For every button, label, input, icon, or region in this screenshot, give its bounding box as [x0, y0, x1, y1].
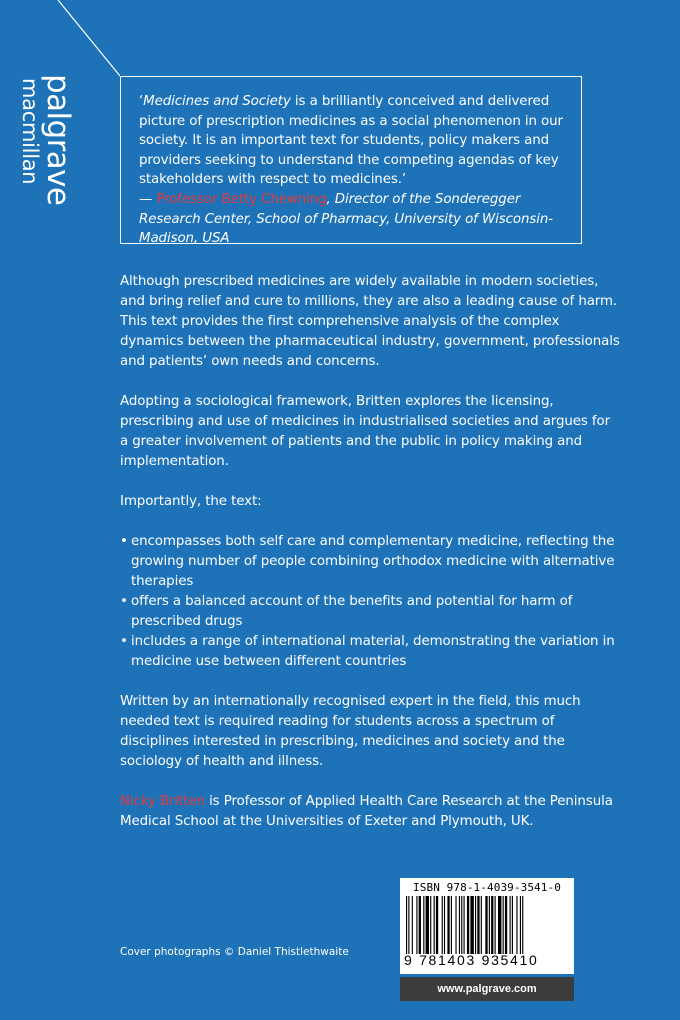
author-bio-text: is Professor of Applied Health Care Research at the Peninsula Medical School at the Universities of Exeter and Plymouth, UK.	[120, 794, 613, 829]
quote-author: Professor Betty Chewning	[156, 191, 327, 207]
isbn-label: ISBN 978-1-4039-3541-0	[413, 881, 561, 894]
list-item: • encompasses both self care and complementary medicine, reflecting the growing number of people combining orthodox medicine with alternative therapies	[120, 532, 620, 592]
barcode-bar	[451, 896, 452, 954]
list-item: • offers a balanced account of the benefits and potential for harm of prescribed drugs	[120, 592, 620, 632]
palgrave-macmillan-logo	[18, 72, 88, 222]
barcode-bar	[491, 896, 493, 954]
barcode-bar	[467, 896, 469, 954]
feature-list	[120, 532, 620, 672]
barcode-bar	[489, 896, 490, 954]
blurb-paragraph-1: Although prescribed medicines are widely available in modern societies, and bring relief and cure to millions, they are also a leading cause of harm. This text provides the first comprehensive analysis of the complex dynamics between the pharmaceutical industry, government, professionals and patients’ own needs and concerns.	[120, 274, 620, 369]
barcode-bar	[423, 896, 424, 954]
logo-word-palgrave: palgrave	[40, 74, 76, 206]
barcode-bar	[419, 896, 421, 954]
barcode-bar	[426, 896, 429, 954]
review-quote-box: ‘Medicines and Society is a brilliantly conceived and delivered picture of prescription medicines as a social phenomenon in our society. It is an important text for students, policy makers and providers seeking to understand the competing agendas of key stakeholders with respect to medicines.’ — Professor Betty Chewning, Director of the Sonderegger Research Center, School of Pharmacy, University of Wisconsin-Madison, USA	[120, 76, 582, 244]
barcode-bar	[516, 896, 517, 954]
barcode-bar	[442, 896, 443, 954]
barcode-bar	[459, 896, 460, 954]
quote-book-title: Medicines and Society	[143, 94, 291, 109]
quote-text: is a brilliantly conceived and delivered picture of prescription medicines as a social phenomenon in our society. It is an important text for students, policy makers and providers seeking to understand the competing agendas of key stakeholders with respect to medicines.’	[139, 94, 563, 188]
barcode-bar	[481, 896, 482, 954]
author-name: Nicky Britten	[120, 794, 205, 809]
blurb-paragraph-4: Written by an internationally recognised expert in the field, this much needed text is required reading for students across a spectrum of disciplines interested in prescribing, medicines and society and the sociology of health and illness.	[120, 694, 581, 769]
barcode-bar	[430, 896, 431, 954]
quote-affiliation: , Director of the Sonderegger Research Center, School of Pharmacy, University of Wisconsin-Madison, USA	[139, 191, 553, 247]
barcode-box	[400, 878, 574, 974]
barcode-bar	[406, 896, 407, 954]
barcode-bar	[510, 896, 511, 954]
blurb	[120, 272, 620, 852]
website-bar[interactable]: www.palgrave.com	[400, 977, 574, 1001]
barcode-bar	[455, 896, 456, 954]
logo-word-macmillan: macmillan	[18, 78, 42, 185]
barcode-bar	[477, 896, 479, 954]
quote-dash: —	[139, 191, 157, 207]
barcode-bar	[434, 896, 435, 954]
barcode-bar	[444, 896, 445, 954]
barcode-bar	[464, 896, 465, 954]
blurb-paragraph-2: Adopting a sociological framework, Britten explores the licensing, prescribing and use of medicines in industrialised societies and argues for a greater involvement of patients and the public in policy making and implementation.	[120, 394, 611, 469]
barcode-bar	[447, 896, 449, 954]
barcode-bars	[404, 896, 570, 954]
barcode-bar	[461, 896, 462, 954]
barcode-bar	[470, 896, 473, 954]
barcode-bar	[498, 896, 501, 954]
barcode-bar	[416, 896, 417, 954]
barcode-bar	[522, 896, 523, 954]
barcode-bar	[485, 896, 487, 954]
barcode-bar	[505, 896, 507, 954]
barcode-bar	[436, 896, 438, 954]
barcode-bar	[520, 896, 521, 954]
photo-credit: Cover photographs © Daniel Thistlethwaite	[120, 946, 349, 958]
barcode-bar	[408, 896, 409, 954]
isbn-digits: 9 781403 935410	[404, 952, 539, 968]
blurb-paragraph-3: Importantly, the text:	[120, 494, 262, 509]
barcode-bar	[475, 896, 476, 954]
barcode-bar	[412, 896, 413, 954]
list-item: • includes a range of international material, demonstrating the variation in medicine use between different countries	[120, 632, 620, 672]
barcode-bar	[512, 896, 513, 954]
barcode-bar	[495, 896, 496, 954]
barcode-bar	[503, 896, 504, 954]
author-bio	[120, 792, 620, 832]
